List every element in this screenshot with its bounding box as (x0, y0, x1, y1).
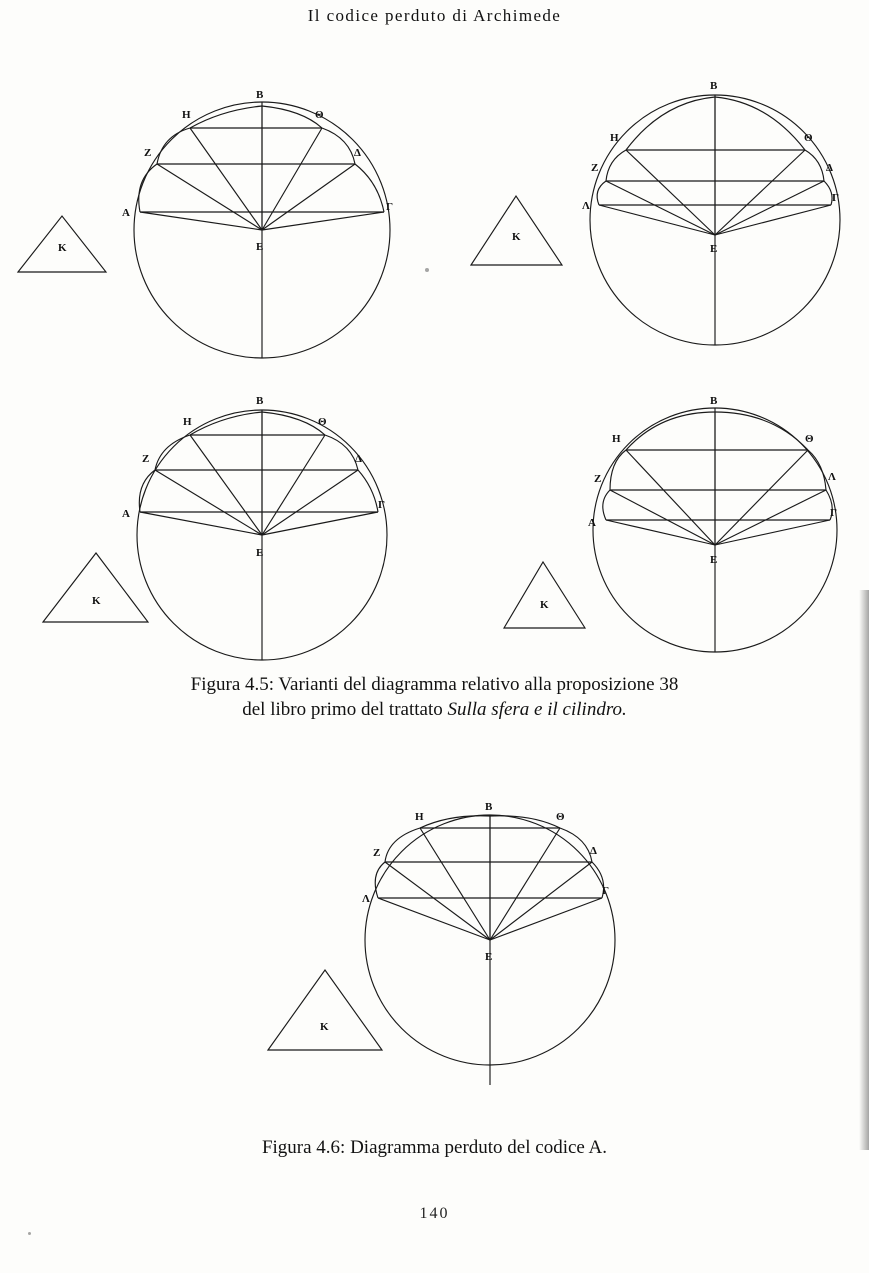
arc-theta-delta (325, 435, 358, 470)
ray-e-theta (715, 450, 808, 545)
ray-e-gamma (715, 520, 830, 545)
arc-delta-gamma (358, 470, 378, 512)
label-lambda: Λ (582, 200, 590, 212)
label-gamma: Γ (832, 192, 839, 204)
label-gamma: Γ (830, 507, 837, 519)
ray-e-theta (262, 435, 325, 535)
arc-z-h (155, 435, 190, 470)
arc-a-z (597, 181, 606, 205)
label-k: K (512, 231, 521, 243)
ray-e-h (190, 435, 262, 535)
label-theta: Θ (804, 132, 813, 144)
ray-e-a (140, 212, 262, 230)
ray-e-h (190, 128, 262, 230)
figure-variant-2 (430, 40, 860, 340)
label-h: H (182, 109, 191, 121)
label-a: Α (588, 517, 596, 529)
ray-e-h (420, 828, 490, 940)
label-k: K (92, 595, 101, 607)
figure-variant-3 (0, 350, 430, 660)
label-z: Z (373, 847, 381, 859)
arc-theta-delta (322, 128, 355, 164)
arc-delta-gamma (824, 181, 832, 205)
label-gamma: Γ (378, 499, 385, 511)
arc-b-theta (490, 816, 560, 828)
ray-e-a (599, 205, 715, 235)
label-a: Α (122, 508, 130, 520)
label-k: K (320, 1021, 329, 1033)
ray-e-z (157, 164, 262, 230)
label-delta: Δ (354, 147, 361, 159)
ray-e-delta (715, 181, 824, 235)
ray-e-h (626, 150, 715, 235)
label-b: B (710, 80, 718, 92)
ray-e-delta (715, 490, 826, 545)
arc-h-b (420, 816, 490, 828)
label-theta: Θ (805, 433, 814, 445)
scan-speck (425, 268, 429, 272)
triangle-k (268, 970, 382, 1050)
label-theta: Θ (315, 109, 324, 121)
ray-e-z (610, 490, 715, 545)
lost-diagram-drawing (230, 800, 650, 1090)
caption-line-2-title: Sulla sfera e il cilindro. (447, 699, 627, 721)
label-b: B (485, 801, 493, 813)
ray-e-gamma (715, 205, 831, 235)
caption-figure-4-5 (0, 672, 869, 722)
label-h: H (612, 433, 621, 445)
variant-3-drawing (0, 350, 430, 660)
label-lambda: Λ (828, 471, 836, 483)
label-b: B (256, 89, 264, 101)
figure-4-6 (230, 800, 650, 1090)
arc-b-theta (262, 412, 325, 435)
label-delta: Δ (826, 162, 833, 174)
ray-e-z (606, 181, 715, 235)
label-z: Z (144, 147, 152, 159)
arc-theta-delta (808, 450, 826, 490)
variant-4-drawing (430, 350, 860, 660)
ray-e-a (606, 520, 715, 545)
label-theta: Θ (556, 811, 565, 823)
label-e: E (256, 241, 264, 253)
label-h: H (415, 811, 424, 823)
label-e: E (256, 547, 264, 559)
variant-2-drawing (430, 40, 860, 340)
arc-z-h (385, 828, 420, 862)
figure-variant-4 (430, 350, 860, 660)
scan-speck-2 (28, 1232, 31, 1235)
label-gamma: Γ (386, 201, 393, 213)
label-e: E (710, 243, 718, 255)
ray-e-a (378, 898, 490, 940)
label-delta: Δ (355, 453, 362, 465)
label-h: H (183, 416, 192, 428)
arc-a-z (603, 490, 610, 520)
label-e: E (710, 554, 718, 566)
ray-e-delta (262, 164, 355, 230)
arc-delta-gamma (355, 164, 384, 212)
ray-e-gamma (490, 898, 602, 940)
label-delta: Δ (590, 845, 597, 857)
arc-h-b (626, 97, 715, 150)
label-b: B (710, 395, 718, 407)
ray-e-theta (262, 128, 322, 230)
label-e: E (485, 951, 493, 963)
ray-e-delta (490, 862, 592, 940)
arc-b-theta (715, 97, 805, 150)
arc-h-b (626, 412, 715, 450)
arc-z-h (157, 128, 190, 164)
caption-line-2-prefix: del libro primo del trattato (242, 699, 448, 721)
ray-e-z (385, 862, 490, 940)
arc-a-z (139, 470, 155, 512)
triangle-k (504, 562, 585, 628)
label-b: B (256, 395, 264, 407)
label-k: K (58, 242, 67, 254)
label-lambda: Λ (362, 893, 370, 905)
ray-e-h (626, 450, 715, 545)
ray-e-gamma (262, 212, 384, 230)
ray-e-theta (490, 828, 560, 940)
label-z: Z (594, 473, 602, 485)
label-z: Z (591, 162, 599, 174)
label-a: Α (122, 207, 130, 219)
ray-e-theta (715, 150, 805, 235)
arc-b-theta (262, 106, 322, 128)
label-h: H (610, 132, 619, 144)
variant-1-drawing (0, 40, 430, 340)
caption-line-1: Figura 4.5: Varianti del diagramma relativo alla proposizione 38 (190, 674, 679, 695)
figure-4-5-group (0, 40, 869, 660)
label-z: Z (142, 453, 150, 465)
arc-theta-delta (560, 828, 592, 862)
caption-line-2 (0, 697, 869, 722)
triangle-k (43, 553, 148, 622)
caption-figure-4-6: Figura 4.6: Diagramma perduto del codice A. (261, 1137, 608, 1158)
label-k: K (540, 599, 549, 611)
label-gamma: Γ (602, 885, 609, 897)
figure-variant-1 (0, 40, 430, 340)
running-head: Il codice perduto di Archimede (307, 6, 562, 25)
folio-number: 140 (419, 1205, 450, 1222)
label-theta: Θ (318, 416, 327, 428)
